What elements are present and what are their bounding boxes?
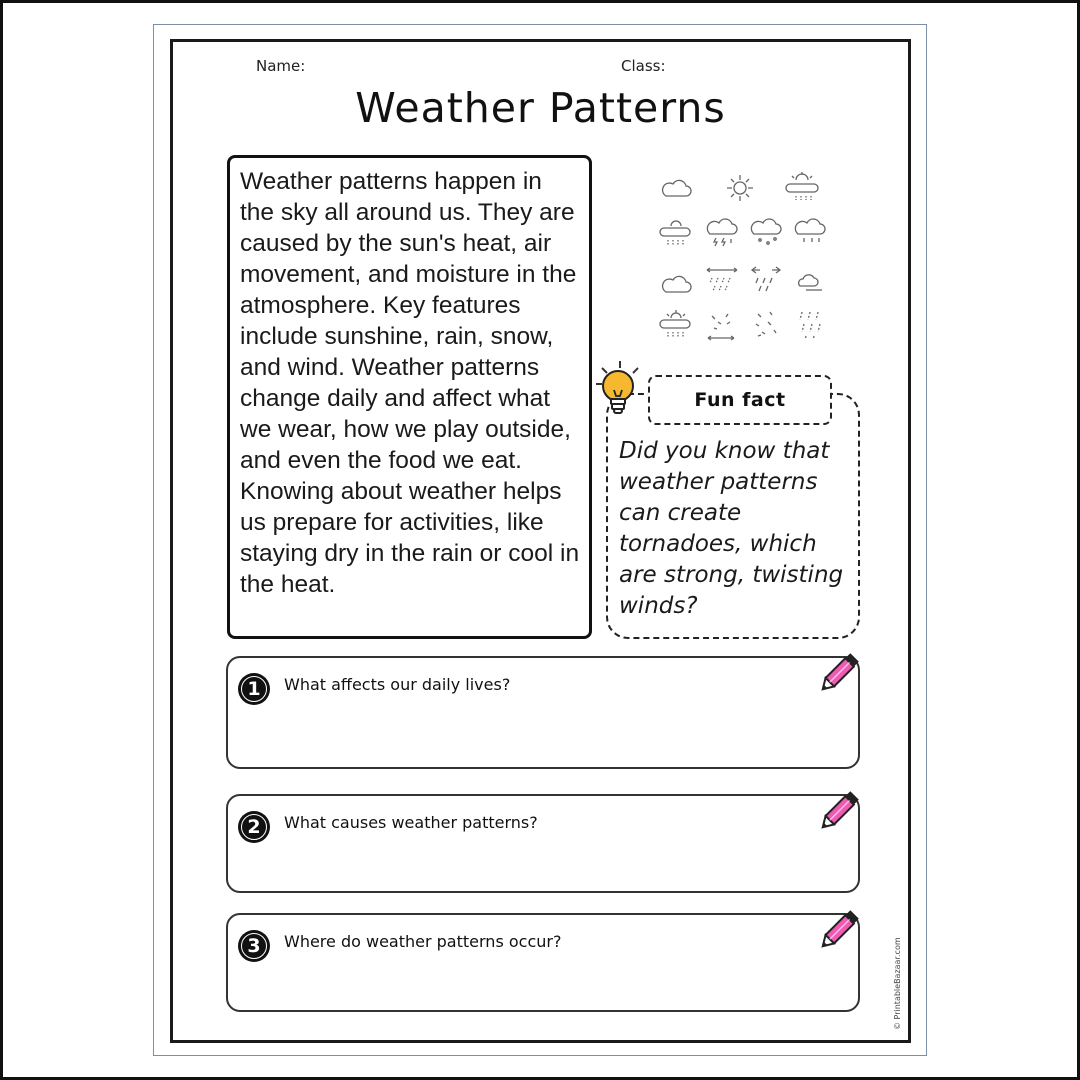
blizzard-icon: [704, 308, 740, 344]
heavy-rain-icon: [792, 308, 828, 344]
pencil-icon: [812, 784, 866, 838]
question-box-2[interactable]: [226, 794, 860, 893]
question-number-badge: 2: [238, 811, 270, 843]
cloud-icon: [658, 266, 694, 302]
pencil-icon: [812, 903, 866, 957]
cloud-rain-icon: [792, 216, 828, 252]
sun-rain-icon: [784, 170, 820, 206]
page-title: Weather Patterns: [355, 84, 726, 132]
class-label: Class:: [621, 57, 666, 75]
question-number-badge: 3: [238, 930, 270, 962]
question-text: What causes weather patterns?: [284, 813, 538, 832]
fun-fact-label-box: [648, 375, 832, 425]
reading-passage: [227, 155, 592, 639]
wind-sleet-icon: [748, 264, 784, 300]
sun-snow-icon: [658, 308, 694, 344]
name-label: Name:: [256, 57, 306, 75]
question-box-1[interactable]: [226, 656, 860, 769]
sun-icon: [722, 170, 758, 206]
weather-icons-grid: [650, 166, 838, 348]
fun-fact-text: Did you know that weather patterns can create tornadoes, which are strong, twisting winds?: [619, 438, 844, 619]
rain-sun-icon: [658, 216, 694, 252]
lightbulb-icon: [594, 360, 646, 422]
question-text: Where do weather patterns occur?: [284, 932, 562, 951]
fog-cloud-icon: [792, 266, 828, 302]
drizzle-icon: [748, 216, 784, 252]
question-box-3[interactable]: [226, 913, 860, 1012]
question-number-badge: 1: [238, 673, 270, 705]
thunder-rain-icon: [704, 216, 740, 252]
question-text: What affects our daily lives?: [284, 675, 511, 694]
pencil-icon: [812, 646, 866, 700]
sleet-icon: [748, 308, 784, 344]
wind-rain-icon: [704, 264, 740, 300]
copyright-text: © PrintableBazaar.com: [893, 937, 902, 1030]
cloud-icon: [658, 170, 694, 206]
fun-fact-label: Fun fact: [694, 389, 786, 411]
passage-text: Weather patterns happen in the sky all around us. They are caused by the sun's heat, air movement, and moisture in the atmosphere. Key features include sunshine, rain, snow, and wind. Weather patterns change daily and affect what we wear, how we play outside, and even the food we eat. Knowing about weather helps us prepare for activities, like staying dry in the rain or cool in the heat.: [240, 168, 580, 598]
